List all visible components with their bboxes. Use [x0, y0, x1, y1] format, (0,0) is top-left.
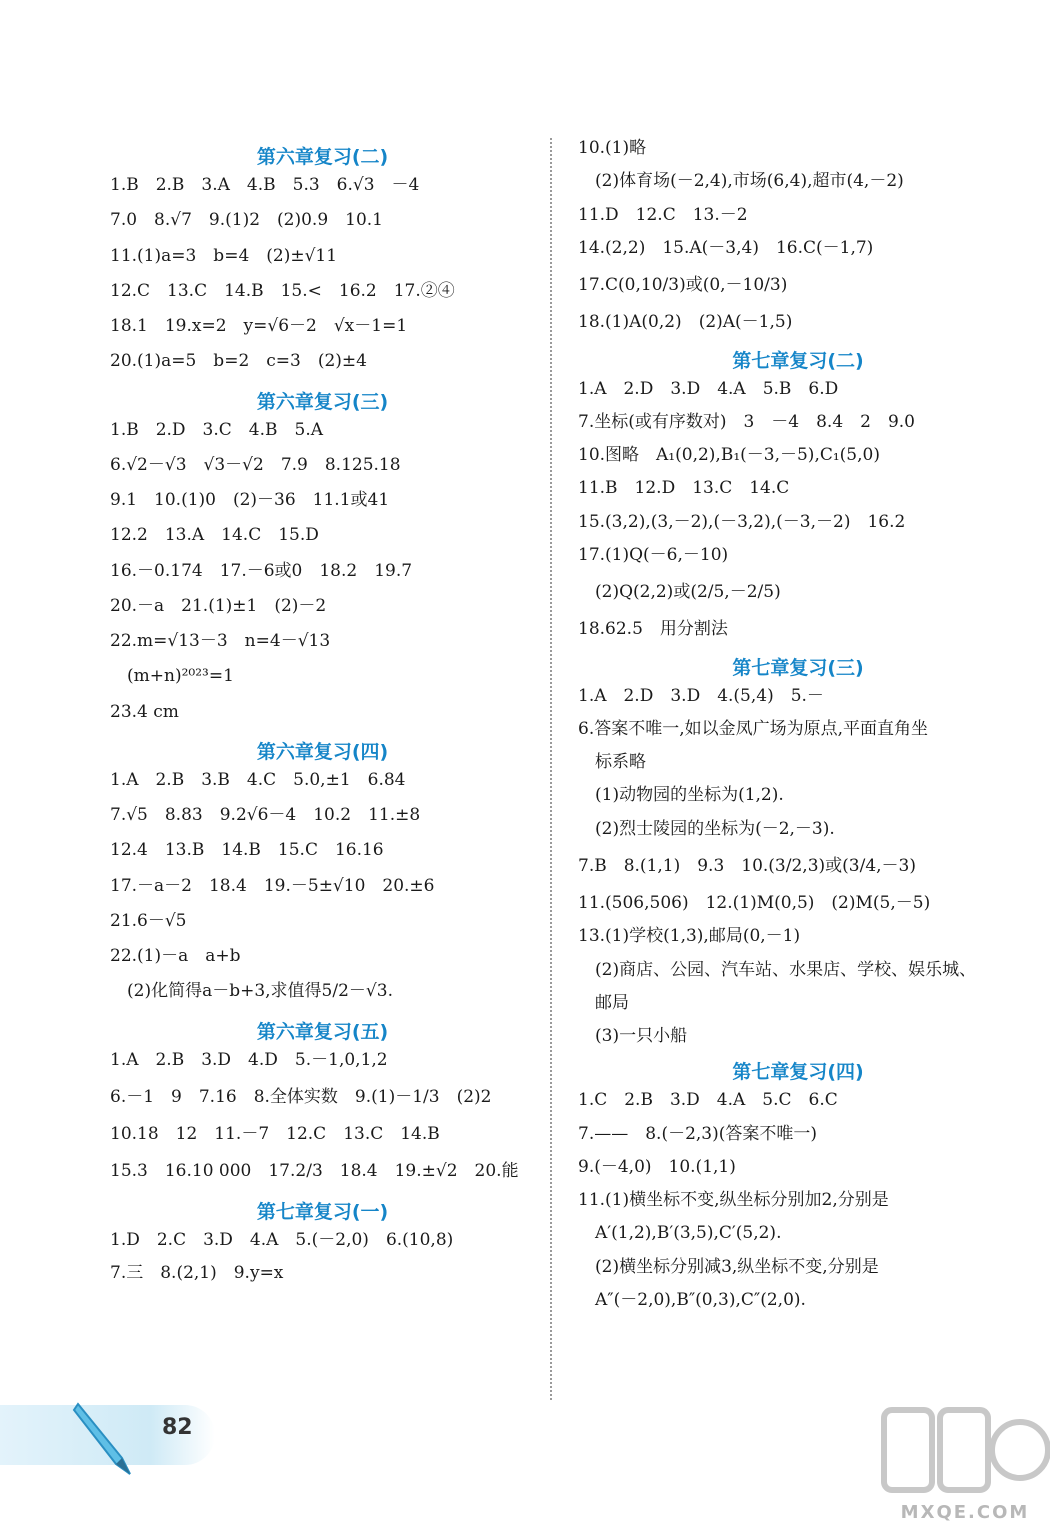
- answer-line: 7.—— 8.(－2,3)(答案不唯一): [578, 1123, 818, 1144]
- answer-line: 6.－1 9 7.16 8.全体实数 9.(1)－1/3 (2)2: [110, 1086, 492, 1107]
- answer-line: 1.C 2.B 3.D 4.A 5.C 6.C: [578, 1090, 838, 1111]
- answer-line: 11.(506,506) 12.(1)M(0,5) (2)M(5,－5): [578, 893, 931, 913]
- section-left-4: [110, 1193, 535, 1285]
- right-column: [578, 138, 1018, 1311]
- answer-line: (2)体育场(－2,4),市场(6,4),超市(4,－2): [578, 171, 904, 192]
- watermark: [880, 1400, 1050, 1530]
- section-left-0: [110, 138, 535, 373]
- answer-line: 13.(1)学校(1,3),邮局(0,－1): [578, 926, 801, 947]
- answer-line: 7.B 8.(1,1) 9.3 10.(3/2,3)或(3/4,－3): [578, 855, 916, 876]
- column-divider: [550, 138, 552, 1400]
- answer-line: 18.62.5 用分割法: [578, 619, 728, 640]
- section-title: 第六章复习(三): [256, 390, 389, 413]
- answer-line: 10.(1)略: [578, 138, 647, 158]
- section-title: 第六章复习(四): [256, 740, 389, 763]
- answer-line: 1.A 2.B 3.B 4.C 5.0,±1 6.84: [110, 769, 406, 790]
- answer-line: 12.4 13.B 14.B 15.C 16.16: [110, 840, 384, 861]
- answer-line: 1.B 2.D 3.C 4.B 5.A: [110, 419, 323, 440]
- answer-line: 22.(1)－a a+b: [110, 946, 241, 966]
- answer-line: 邮局: [578, 992, 629, 1013]
- answer-line: 10.图略 A₁(0,2),B₁(－3,－5),C₁(5,0): [578, 445, 880, 465]
- answer-line: 1.D 2.C 3.D 4.A 5.(－2,0) 6.(10,8): [110, 1229, 454, 1250]
- answer-line: 15.3 16.10 000 17.2/3 18.4 19.±√2 20.能: [110, 1161, 519, 1182]
- answer-line: (3)一只小船: [578, 1026, 688, 1046]
- answer-line: 20.(1)a=5 b=2 c=3 (2)±4: [110, 351, 367, 372]
- section-title: 第六章复习(二): [256, 146, 389, 168]
- answer-line: 22.m=√13－3 n=4－√13: [110, 631, 331, 651]
- answer-line: (2)Q(2,2)或(2/5,－2/5): [578, 582, 781, 602]
- answer-line: 6.答案不唯一,如以金凤广场为原点,平面直角坐: [578, 718, 929, 739]
- answer-line: 12.C 13.C 14.B 15.< 16.2 17.②④: [110, 280, 455, 301]
- section-left-1: [110, 383, 535, 723]
- answer-line: 11.(1)a=3 b=4 (2)±√11: [110, 245, 338, 266]
- answer-line: 17.－a－2 18.4 19.－5±√10 20.±6: [110, 875, 435, 896]
- section-title: 第六章复习(五): [256, 1020, 389, 1043]
- answer-line: 20.－a 21.(1)±1 (2)－2: [110, 595, 327, 616]
- answer-line: (1)动物园的坐标为(1,2).: [578, 785, 784, 806]
- answer-line: 1.B 2.B 3.A 4.B 5.3 6.√3 －4: [110, 175, 420, 195]
- section-right-3: [578, 1053, 1018, 1311]
- answer-line: (2)商店、公园、汽车站、水果店、学校、娱乐城、: [578, 959, 977, 980]
- answer-line: 12.2 13.A 14.C 15.D: [110, 525, 319, 546]
- section-left-2: [110, 733, 535, 1003]
- pen-icon: [70, 1398, 140, 1488]
- answer-line: 10.18 12 11.－7 12.C 13.C 14.B: [110, 1124, 440, 1144]
- section-right-1: [578, 342, 1018, 641]
- answer-line: 21.6－√5: [110, 910, 187, 931]
- section-title: 第七章复习(二): [732, 349, 864, 372]
- page-number: 82: [162, 1415, 193, 1440]
- answer-line: (2)化简得a－b+3,求值得5/2－√3.: [110, 981, 393, 1002]
- answer-line: 9.1 10.(1)0 (2)－36 11.1或41: [110, 490, 390, 510]
- section-title: 第七章复习(四): [732, 1061, 864, 1084]
- answer-line: 1.A 2.D 3.D 4.(5,4) 5.－: [578, 685, 824, 706]
- answer-line: 18.(1)A(0,2) (2)A(－1,5): [578, 312, 793, 333]
- answer-line: 7.√5 8.83 9.2√6－4 10.2 11.±8: [110, 805, 421, 825]
- answer-line: 11.(1)横坐标不变,纵坐标分别加2,分别是: [578, 1190, 889, 1210]
- section-title: 第七章复习(一): [256, 1200, 389, 1223]
- section-right-0: [578, 138, 1018, 334]
- answer-line: 11.B 12.D 13.C 14.C: [578, 478, 790, 499]
- answer-line: 15.(3,2),(3,－2),(－3,2),(－3,－2) 16.2: [578, 511, 906, 532]
- left-column: [110, 138, 535, 1284]
- answer-line: (m+n)²⁰²³=1: [110, 666, 234, 687]
- answer-line: 7.三 8.(2,1) 9.y=x: [110, 1262, 284, 1283]
- section-right-2: [578, 649, 1018, 1048]
- answer-line: 7.0 8.√7 9.(1)2 (2)0.9 10.1: [110, 210, 383, 231]
- answer-line: 11.D 12.C 13.－2: [578, 204, 748, 225]
- section-left-3: [110, 1013, 535, 1183]
- answer-line: 7.坐标(或有序数对) 3 －4 8.4 2 9.0: [578, 411, 916, 432]
- answer-line: 18.1 19.x=2 y=√6－2 √x－1=1: [110, 316, 408, 336]
- answer-line: 16.－0.174 17.－6或0 18.2 19.7: [110, 560, 413, 581]
- answer-line: 14.(2,2) 15.A(－3,4) 16.C(－1,7): [578, 237, 874, 258]
- answer-line: (2)横坐标分别减3,纵坐标不变,分别是: [578, 1256, 879, 1277]
- answer-line: 17.(1)Q(－6,－10): [578, 544, 729, 565]
- answer-line: A′(1,2),B′(3,5),C′(5,2).: [578, 1223, 782, 1244]
- section-title: 第七章复习(三): [732, 656, 864, 679]
- answer-line: 17.C(0,10/3)或(0,－10/3): [578, 275, 788, 295]
- answer-line: (2)烈士陵园的坐标为(－2,－3).: [578, 818, 835, 839]
- answer-line: 23.4 cm: [110, 701, 179, 722]
- answer-line: 9.(－4,0) 10.(1,1): [578, 1156, 736, 1177]
- watermark-logo-icon: [880, 1400, 1050, 1500]
- answer-line: 6.√2－√3 √3－√2 7.9 8.125.18: [110, 454, 401, 475]
- answer-line: A″(－2,0),B″(0,3),C″(2,0).: [578, 1289, 806, 1310]
- answer-line: 标系略: [578, 752, 646, 772]
- watermark-text: MXQE.COM: [900, 1502, 1030, 1523]
- answer-line: 1.A 2.D 3.D 4.A 5.B 6.D: [578, 378, 839, 399]
- answer-line: 1.A 2.B 3.D 4.D 5.－1,0,1,2: [110, 1049, 388, 1070]
